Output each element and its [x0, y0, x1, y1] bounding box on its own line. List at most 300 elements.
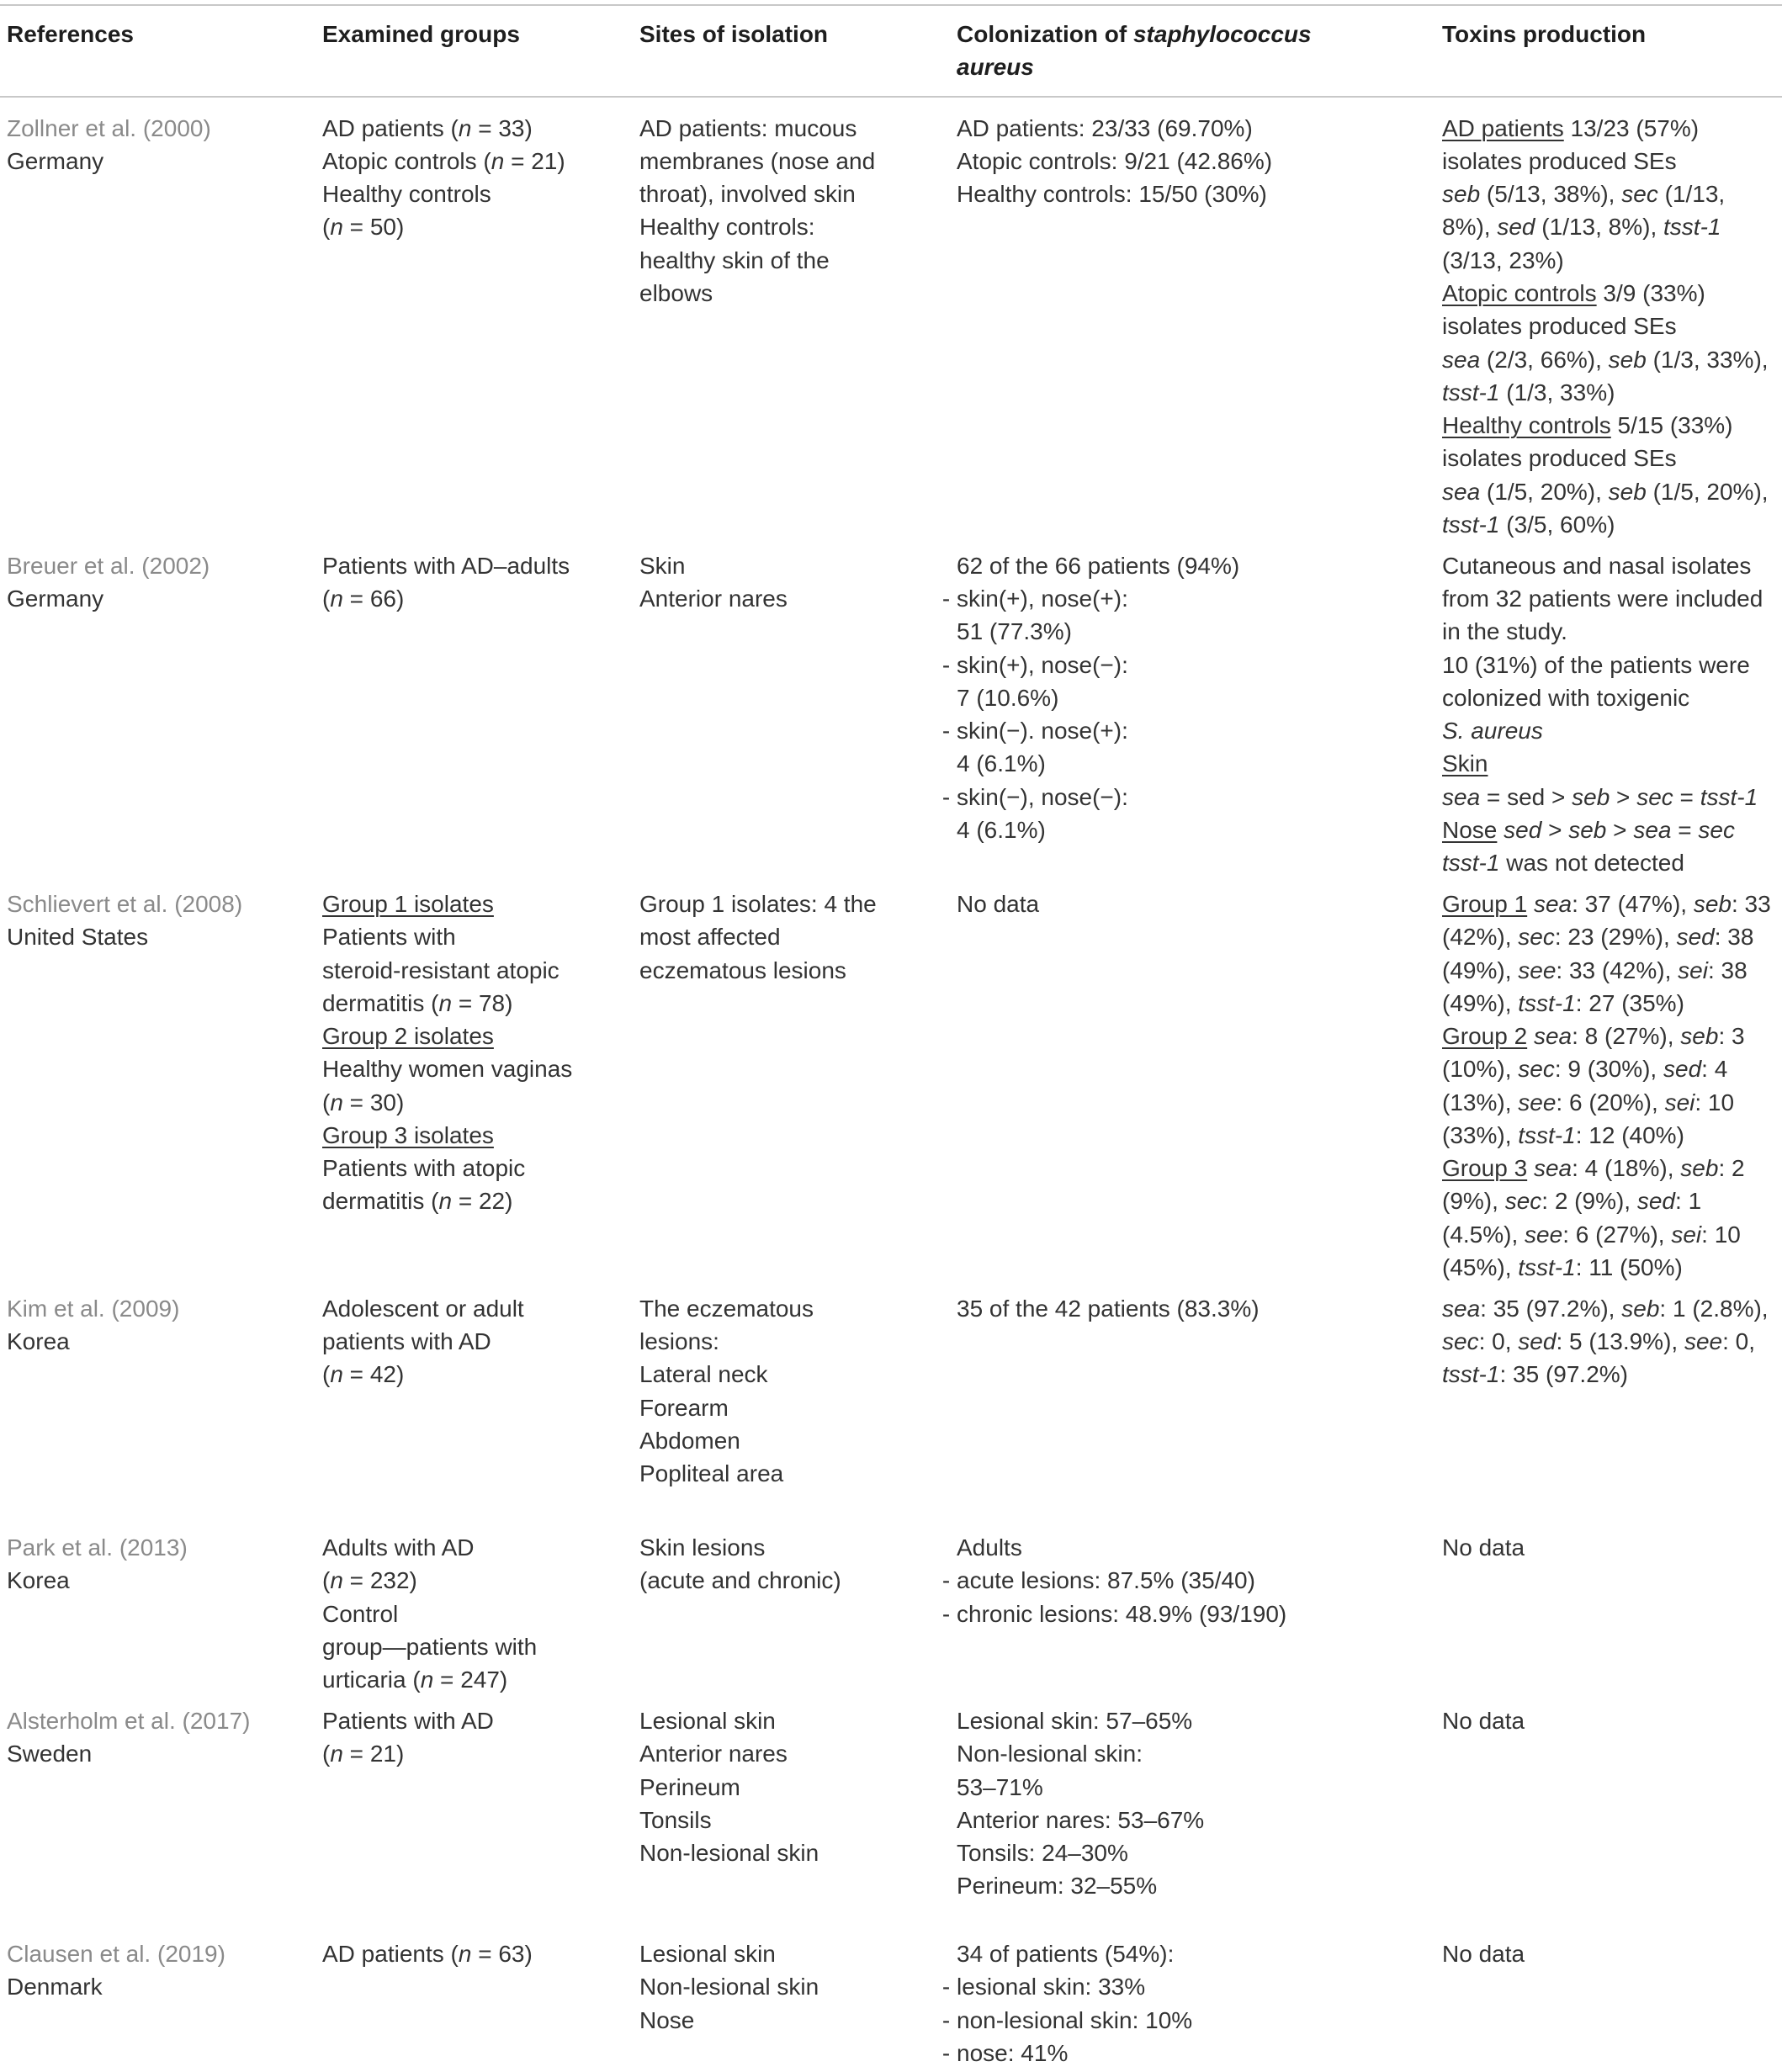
cell-line — [1442, 681, 1779, 714]
examined-groups-cell — [322, 1704, 639, 1771]
italic-text: sed — [1676, 924, 1715, 951]
examined-groups-cell — [322, 112, 639, 244]
sites-of-isolation-cell — [639, 112, 957, 310]
cell-line — [639, 888, 957, 920]
italic-text: see — [1684, 1328, 1723, 1355]
text-segment: most affected — [639, 924, 781, 951]
cell-line — [1442, 1086, 1779, 1119]
cell-line — [957, 813, 1442, 846]
cell-line — [1442, 888, 1779, 920]
text-segment: Patients with AD — [322, 1708, 494, 1735]
table-row — [0, 549, 1782, 880]
text-segment: = 247) — [433, 1667, 508, 1693]
text-segment: isolates produced SEs — [1442, 445, 1677, 472]
cell-line — [942, 714, 1442, 747]
cell-line — [1442, 1184, 1779, 1217]
text-segment: : 10 — [1701, 1221, 1741, 1248]
italic-text: n — [458, 114, 472, 141]
italic-text: sec — [1504, 1188, 1542, 1215]
cell-line — [639, 112, 957, 145]
cell-line — [639, 1836, 957, 1869]
italic-text: sed — [1497, 214, 1535, 241]
cell-line — [1442, 145, 1779, 178]
text-segment: AD patients ( — [322, 114, 459, 141]
italic-text: n — [330, 1361, 343, 1388]
text-segment: (1/3, 33%) — [1499, 379, 1615, 405]
text-segment: (1/13, — [1657, 181, 1726, 208]
cell-line — [1442, 615, 1779, 648]
reference-link[interactable]: Schlievert et al. (2008) — [7, 891, 243, 918]
text-segment: (3/13, 23%) — [1442, 246, 1564, 273]
text-segment: Non-lesional skin — [639, 1974, 819, 2000]
colonization-cell — [941, 549, 1442, 846]
column-header-sites-of-isolation: Sites of isolation — [639, 21, 829, 48]
cell-line — [1442, 1937, 1779, 1970]
table-header — [0, 18, 1782, 84]
text-segment: : 4 — [1701, 1056, 1728, 1083]
cell-line — [639, 145, 957, 178]
italic-text: sed — [1518, 1328, 1557, 1355]
text-segment: = 78) — [452, 989, 513, 1016]
text-segment: : 38 — [1714, 924, 1754, 951]
column-header-references: References — [7, 21, 134, 48]
text-segment: = 21) — [342, 1741, 405, 1767]
underlined-text: Group 3 isolates — [322, 1121, 494, 1148]
cell-line — [1442, 475, 1779, 508]
reference-link[interactable]: Alsterholm et al. (2017) — [7, 1708, 251, 1735]
text-segment: Healthy controls: 15/50 (30%) — [957, 181, 1267, 208]
text-segment: Popliteal area — [639, 1460, 784, 1487]
cell-line — [639, 1771, 957, 1804]
cell-line — [322, 1292, 639, 1325]
text-segment: isolates produced SEs — [1442, 313, 1677, 340]
country: Korea — [7, 1567, 70, 1594]
italic-text: sea — [1442, 346, 1481, 373]
text-segment: = 42) — [342, 1361, 405, 1388]
cell-line — [1442, 549, 1779, 582]
text-segment: dermatitis ( — [322, 1188, 439, 1215]
text-segment: - skin(+), nose(−): — [941, 651, 1128, 678]
text-segment: Adolescent or adult — [322, 1295, 524, 1322]
text-segment: throat), involved skin — [639, 181, 856, 208]
cell-line — [942, 1970, 1442, 2003]
cell-line — [322, 1119, 639, 1152]
cell-line — [957, 1869, 1442, 1902]
italic-text: tsst-1 — [1663, 214, 1721, 241]
italic-text: n — [330, 1741, 343, 1767]
text-segment: 3/9 (33%) — [1596, 280, 1705, 307]
cell-line — [1442, 244, 1779, 277]
text-segment: 51 (77.3%) — [957, 618, 1072, 645]
text-segment: 62 of the 66 patients (94%) — [957, 552, 1240, 579]
cell-line — [957, 1292, 1442, 1325]
table-row — [0, 1531, 1782, 1696]
italic-text: sed — [1663, 1056, 1702, 1083]
cell-line — [322, 1937, 639, 1970]
italic-text: sea — [1442, 783, 1481, 810]
country: Germany — [7, 586, 104, 612]
cell-line — [1442, 747, 1779, 780]
italic-text: tsst-1 — [1518, 1254, 1576, 1281]
text-segment: No data — [1442, 1941, 1525, 1967]
cell-line — [942, 1598, 1442, 1630]
text-segment: Patients with AD–adults — [322, 552, 570, 579]
text-segment: in the study. — [1442, 618, 1567, 645]
text-segment: : 6 (27%), — [1562, 1221, 1672, 1248]
cell-line — [1442, 1325, 1779, 1358]
toxins-production-cell — [1442, 549, 1779, 880]
italic-text: n — [491, 147, 505, 174]
text-segment: No data — [957, 891, 1040, 918]
cell-line — [1442, 310, 1779, 342]
text-segment: : 11 (50%) — [1575, 1254, 1683, 1281]
italic-text: sec — [1621, 181, 1658, 208]
table-row — [0, 1704, 1782, 1903]
italic-text: sei — [1664, 1089, 1695, 1115]
italic-text: n — [330, 214, 343, 241]
cell-line — [1442, 649, 1779, 681]
text-segment: (49%), — [1442, 989, 1519, 1016]
underlined-text: Group 2 — [1442, 1023, 1528, 1050]
cell-line — [1442, 442, 1779, 474]
column-header-examined-groups: Examined groups — [322, 21, 520, 48]
italic-text: n — [438, 1188, 453, 1215]
italic-text: sea — [1533, 1023, 1573, 1050]
text-segment: Group 1 isolates: 4 the — [639, 891, 877, 918]
cell-line — [639, 2004, 957, 2037]
text-segment: : 23 (29%), — [1554, 924, 1677, 951]
underlined-text: Group 2 isolates — [322, 1023, 494, 1050]
italic-text: sec — [1636, 783, 1673, 810]
cell-line — [322, 1663, 639, 1696]
text-segment: Nose — [639, 2006, 695, 2033]
cell-line — [322, 1325, 639, 1358]
text-segment: 4 (6.1%) — [957, 750, 1046, 777]
cell-line — [942, 582, 1442, 615]
text-segment: was not detected — [1499, 850, 1684, 877]
text-segment: (1/13, 8%), — [1535, 214, 1664, 241]
cell-line — [957, 1771, 1442, 1804]
underlined-text: Skin — [1442, 750, 1488, 777]
cell-line — [639, 954, 957, 987]
reference-link[interactable]: Zollner et al. (2000) — [7, 114, 211, 141]
cell-line — [639, 178, 957, 210]
reference-link[interactable]: Kim et al. (2009) — [7, 1295, 180, 1322]
cell-line — [1442, 376, 1779, 409]
text-segment: group—patients with — [322, 1633, 538, 1660]
text-segment: - skin(−), nose(−): — [941, 783, 1128, 810]
text-segment: - skin(+), nose(+): — [941, 586, 1128, 612]
reference-cell — [7, 549, 322, 616]
text-segment: 35 of the 42 patients (83.3%) — [957, 1295, 1260, 1322]
colonization-cell — [941, 1531, 1442, 1630]
italic-text: sei — [1671, 1221, 1702, 1248]
text-segment: Non-lesional skin: — [957, 1741, 1143, 1767]
cell-line — [957, 1804, 1442, 1836]
cell-line — [639, 582, 957, 615]
cell-line — [942, 2004, 1442, 2037]
italic-text: seb — [1442, 181, 1481, 208]
italic-text: sec — [1442, 1328, 1479, 1355]
underlined-text: Group 1 — [1442, 891, 1528, 918]
italic-text: n — [330, 1089, 343, 1115]
cell-line — [322, 1737, 639, 1770]
cell-line — [1442, 1119, 1779, 1152]
toxins-production-cell — [1442, 1937, 1779, 1970]
underlined-text: Group 3 — [1442, 1155, 1528, 1182]
text-segment: : 1 — [1675, 1188, 1702, 1215]
text-segment: = 21) — [504, 147, 565, 174]
text-segment: AD patients: mucous — [639, 114, 857, 141]
colonization-cell — [941, 1937, 1442, 2069]
italic-text: n — [438, 989, 453, 1016]
italic-text: tsst-1 — [1518, 1121, 1576, 1148]
italic-text: seb — [1680, 1155, 1719, 1182]
cell-line — [322, 1531, 639, 1564]
text-segment: : 2 — [1718, 1155, 1745, 1182]
cell-line — [957, 681, 1442, 714]
italic-text: sea — [1442, 478, 1481, 505]
text-segment: ( — [322, 1741, 331, 1767]
column-header-colonization — [957, 18, 1352, 84]
colonization-cell — [957, 1292, 1442, 1325]
cell-line — [322, 1704, 639, 1737]
header-rule — [0, 96, 1782, 98]
cell-line — [1442, 813, 1779, 846]
cell-line — [1442, 1020, 1779, 1052]
cell-line — [942, 781, 1442, 813]
cell-line — [1442, 1251, 1779, 1284]
text-segment: colonized with toxigenic — [1442, 684, 1690, 711]
examined-groups-cell — [322, 1292, 639, 1391]
text-segment: Patients with atopic — [322, 1155, 526, 1182]
cell-line — [957, 549, 1442, 582]
text-segment: (4.5%), — [1442, 1221, 1525, 1248]
text-segment: : 37 (47%), — [1572, 891, 1694, 918]
text-segment: Lesional skin: 57–65% — [957, 1708, 1193, 1735]
text-segment: : 9 (30%), — [1554, 1056, 1663, 1083]
italic-text: seb — [1568, 816, 1607, 843]
country: Sweden — [7, 1741, 93, 1767]
cell-line — [639, 1424, 957, 1457]
text-segment: (acute and chronic) — [639, 1567, 841, 1594]
text-segment: Anterior nares — [639, 1741, 788, 1767]
cell-line — [639, 1391, 957, 1424]
italic-text: sea — [1633, 816, 1672, 843]
text-segment: - nose: 41% — [941, 2039, 1069, 2066]
text-segment: : 35 (97.2%), — [1480, 1295, 1622, 1322]
text-segment: Atopic controls: 9/21 (42.86%) — [957, 147, 1273, 174]
italic-text: sec — [1518, 1056, 1555, 1083]
text-segment: Abdomen — [639, 1427, 740, 1454]
cell-line — [1442, 1292, 1779, 1325]
text-segment: Adults — [957, 1534, 1022, 1561]
cell-line — [322, 1184, 639, 1217]
top-rule — [0, 4, 1782, 6]
text-segment: Healthy controls — [322, 181, 491, 208]
italic-text: see — [1518, 957, 1557, 983]
table-row — [0, 1292, 1782, 1491]
cell-line — [1442, 1218, 1779, 1251]
text-segment: > — [1541, 816, 1569, 843]
sites-of-isolation-cell — [639, 1704, 957, 1869]
species-name: staphylococcus aureus — [957, 21, 1312, 81]
text-segment: steroid-resistant atopic — [322, 957, 560, 983]
text-segment: : 35 (97.2%) — [1499, 1361, 1628, 1388]
cell-line — [1442, 1704, 1779, 1737]
text-segment: : 33 (42%), — [1556, 957, 1679, 983]
cell-line — [322, 1086, 639, 1119]
text-segment: : 2 (9%), — [1541, 1188, 1637, 1215]
country: Korea — [7, 1328, 70, 1355]
text-segment: = — [1671, 816, 1699, 843]
text-segment: Control — [322, 1600, 399, 1627]
text-segment: (42%), — [1442, 924, 1519, 951]
cell-line — [1442, 987, 1779, 1020]
text-segment: Atopic controls ( — [322, 147, 491, 174]
text-segment: : 27 (35%) — [1575, 989, 1684, 1016]
italic-text: seb — [1572, 783, 1610, 810]
cell-line — [322, 178, 639, 210]
text-segment: Forearm — [639, 1394, 729, 1421]
underlined-text: Group 1 isolates — [322, 891, 494, 918]
cell-line — [1442, 781, 1779, 813]
text-segment: 13/23 (57%) — [1563, 114, 1700, 141]
text-segment: Anterior nares: 53–67% — [957, 1806, 1205, 1833]
cell-line — [1442, 846, 1779, 879]
text-segment: 5/15 (33%) — [1610, 412, 1733, 439]
text-segment: 53–71% — [957, 1773, 1043, 1800]
text-segment: ( — [322, 586, 331, 612]
italic-text: sec — [1518, 924, 1555, 951]
text-segment: dermatitis ( — [322, 989, 439, 1016]
country: Denmark — [7, 1974, 103, 2000]
text-segment: (1/3, 33%), — [1646, 346, 1769, 373]
cell-line — [639, 210, 957, 243]
cell-line — [639, 549, 957, 582]
cell-line — [1442, 920, 1779, 953]
cell-line — [639, 1970, 957, 2003]
cell-line — [322, 210, 639, 243]
text-segment: - lesional skin: 33% — [941, 1974, 1146, 2000]
cell-line — [1442, 178, 1779, 210]
italic-text: seb — [1621, 1295, 1660, 1322]
text-segment: Cutaneous and nasal isolates — [1442, 552, 1752, 579]
sites-of-isolation-cell — [639, 1937, 957, 2037]
text-segment — [1497, 817, 1504, 843]
text-segment: : 4 (18%), — [1572, 1155, 1681, 1182]
cell-line — [322, 1052, 639, 1085]
italic-text: seb — [1680, 1023, 1719, 1050]
text-segment: Non-lesional skin — [639, 1840, 819, 1867]
cell-line — [957, 1937, 1442, 1970]
cell-line — [639, 277, 957, 310]
cell-line — [639, 1564, 957, 1597]
reference-link[interactable]: Clausen et al. (2019) — [7, 1941, 225, 1967]
italic-text: sed — [1504, 816, 1542, 843]
cell-line — [957, 112, 1442, 145]
cell-line — [1442, 343, 1779, 376]
text-segment: > — [1606, 816, 1634, 843]
cell-line — [639, 1804, 957, 1836]
underlined-text: Atopic controls — [1442, 280, 1597, 307]
text-segment: patients with AD — [322, 1328, 491, 1355]
text-segment: (33%), — [1442, 1121, 1519, 1148]
text-segment: : 3 — [1718, 1023, 1745, 1050]
examined-groups-cell — [322, 549, 639, 616]
text-segment: = 232) — [342, 1567, 417, 1594]
cell-line — [1442, 1531, 1779, 1564]
italic-text: n — [330, 586, 343, 612]
text-segment: 10 (31%) of the patients were — [1442, 651, 1750, 678]
text-segment: Patients with — [322, 924, 456, 951]
reference-link[interactable]: Park et al. (2013) — [7, 1534, 188, 1561]
sites-of-isolation-cell — [639, 1531, 957, 1598]
text-segment: Tonsils — [639, 1806, 712, 1833]
cell-line — [322, 549, 639, 582]
cell-line — [1442, 954, 1779, 987]
text-segment: = 50) — [342, 214, 405, 241]
text-segment: - skin(−). nose(+): — [941, 718, 1128, 745]
cell-line — [322, 954, 639, 987]
text-segment: Perineum: 32–55% — [957, 1873, 1158, 1900]
text-segment: (49%), — [1442, 957, 1519, 983]
italic-text: sei — [1678, 957, 1708, 983]
text-segment: ( — [322, 1567, 331, 1594]
cell-line — [322, 888, 639, 920]
italic-text: n — [458, 1941, 472, 1967]
italic-text: sea — [1533, 891, 1573, 918]
cell-line — [1442, 210, 1779, 243]
toxins-production-cell — [1442, 1531, 1779, 1564]
italic-text: seb — [1608, 478, 1647, 505]
italic-text: n — [330, 1567, 343, 1594]
text-segment: AD patients ( — [322, 1941, 459, 1967]
text-segment: 7 (10.6%) — [957, 684, 1059, 711]
reference-cell — [7, 112, 322, 178]
text-segment: from 32 patients were included — [1442, 586, 1763, 612]
text-segment: Anterior nares — [639, 586, 788, 612]
reference-cell — [7, 1531, 322, 1598]
text-segment: = sed > — [1480, 783, 1573, 810]
cell-line — [942, 2037, 1442, 2069]
country: Germany — [7, 147, 104, 174]
cell-line — [322, 987, 639, 1020]
underlined-text: Healthy controls — [1442, 412, 1611, 439]
examined-groups-cell — [322, 888, 639, 1218]
cell-line — [639, 1457, 957, 1490]
reference-cell — [7, 888, 322, 954]
cell-line — [942, 1564, 1442, 1597]
italic-text: seb — [1693, 891, 1732, 918]
cell-line — [957, 747, 1442, 780]
cell-line — [639, 244, 957, 277]
cell-line — [639, 1292, 957, 1325]
text-segment: ( — [322, 1089, 331, 1115]
text-segment: Skin — [639, 552, 686, 579]
cell-line — [322, 1630, 639, 1663]
cell-line — [957, 178, 1442, 210]
reference-link[interactable]: Breuer et al. (2002) — [7, 552, 210, 579]
italic-text: see — [1518, 1089, 1557, 1115]
cell-line — [957, 1737, 1442, 1770]
text-segment: 8%), — [1442, 214, 1498, 241]
toxins-production-cell — [1442, 112, 1779, 541]
examined-groups-cell — [322, 1531, 639, 1696]
text-segment: : 33 — [1732, 891, 1771, 918]
colonization-cell — [957, 1704, 1442, 1903]
colonization-cell — [957, 112, 1442, 211]
